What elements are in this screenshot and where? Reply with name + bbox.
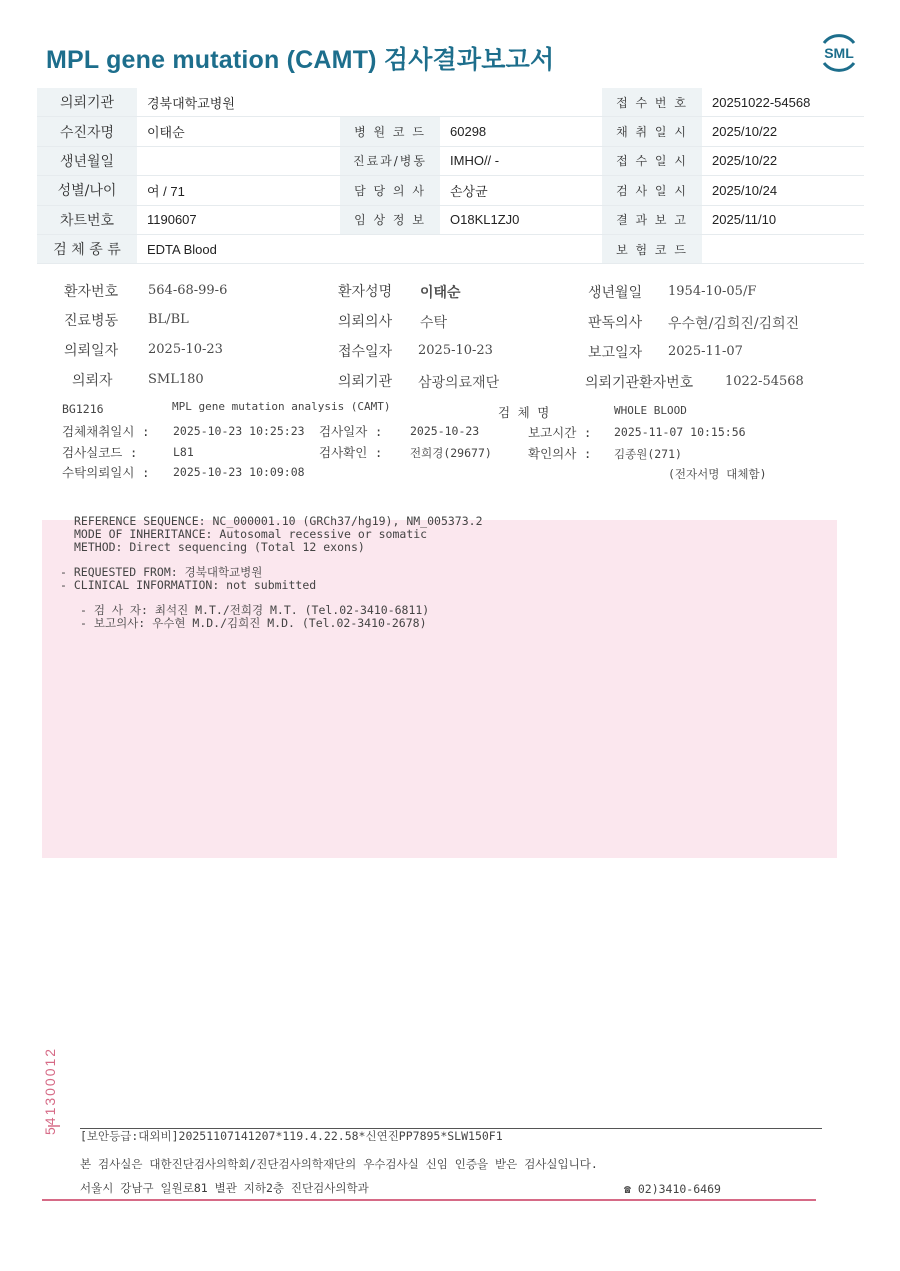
sml-logo	[816, 30, 862, 76]
header-value	[702, 234, 864, 263]
patient-name-label: 환자성명	[338, 284, 393, 300]
lab-code-label: 검사실코드 :	[62, 445, 138, 460]
patient-no: 564-68-99-6	[148, 283, 228, 298]
reader: 우수현/김희진/김희진	[668, 316, 800, 332]
report-date-label: 보고일자	[588, 345, 643, 361]
header-label: 진료과/병동	[340, 146, 440, 175]
requester: SML180	[148, 372, 204, 387]
header-label: 접 수 일 시	[602, 146, 702, 175]
test-confirm: 전희경(29677)	[410, 446, 492, 460]
header-label: 결 과 보 고	[602, 205, 702, 234]
header-row	[37, 176, 864, 205]
report-title: MPL gene mutation (CAMT) 검사결과보고서	[46, 46, 555, 74]
header-label: 채 취 일 시	[602, 117, 702, 146]
req-doctor-label: 의뢰의사	[338, 314, 393, 330]
method-block	[74, 515, 483, 554]
header-label: 의뢰기관	[37, 88, 137, 117]
confirm-doctor: 김종원(271)	[614, 447, 682, 461]
header-value: 2025/10/22	[702, 117, 864, 146]
ward: BL/BL	[148, 312, 189, 327]
footer-bottom-rule	[42, 1199, 816, 1201]
test-name: MPL gene mutation analysis (CAMT)	[172, 400, 391, 413]
requested-from: - REQUESTED FROM: 경북대학교병원	[60, 565, 263, 579]
header-value: EDTA Blood	[137, 234, 340, 263]
header-value: 여 / 71	[137, 176, 340, 205]
header-row	[37, 88, 864, 117]
staff-block	[80, 604, 429, 630]
header-row	[37, 117, 864, 146]
request-block	[60, 566, 316, 592]
collect-dt-label: 검체채취일시 :	[62, 424, 150, 439]
recv-date-label: 접수일자	[338, 344, 393, 360]
header-label	[340, 88, 440, 117]
side-number-text: 541300012	[42, 1046, 58, 1135]
reference-sequence: REFERENCE SEQUENCE: NC_000001.10 (GRCh37/hg19), NM_005373.2	[74, 514, 483, 528]
header-label: 수진자명	[37, 117, 137, 146]
req-inst-label: 의뢰기관	[338, 374, 393, 390]
clinical-information: - CLINICAL INFORMATION: not submitted	[60, 578, 317, 592]
header-value: 1190607	[137, 205, 340, 234]
header-value: IMHO// -	[440, 146, 602, 175]
header-label: 성별/나이	[37, 176, 137, 205]
header-value: 20251022-54568	[702, 88, 864, 117]
requester-label: 의뢰자	[72, 373, 113, 389]
header-label: 생년월일	[37, 146, 137, 175]
header-value	[137, 146, 340, 175]
header-label: 검 체 종 류	[37, 234, 137, 263]
logo-text: SML	[824, 45, 854, 61]
header-label: 담 당 의 사	[340, 176, 440, 205]
header-row	[37, 146, 864, 175]
contract-dt: 2025-10-23 10:09:08	[173, 465, 305, 479]
report-date: 2025-11-07	[668, 344, 743, 359]
inst-pt-no: 1022-54568	[725, 374, 804, 389]
phone: ☎ 02)3410-6469	[624, 1182, 721, 1196]
header-value: 경북대학교병원	[137, 88, 340, 117]
report-time-label: 보고시간 :	[528, 425, 592, 440]
test-code: BG1216	[62, 402, 104, 416]
inst-pt-no-label: 의뢰기관환자번호	[585, 375, 694, 391]
header-row	[37, 234, 864, 263]
req-date-label: 의뢰일자	[64, 343, 119, 359]
test-confirm-label: 검사확인 :	[319, 445, 383, 460]
header-value: 2025/11/10	[702, 205, 864, 234]
header-value: 60298	[440, 117, 602, 146]
certification-line: 본 검사실은 대한진단검사의학회/진단검사의학재단의 우수검사실 신임 인증을 받은 검사실입니다.	[80, 1157, 598, 1171]
req-date: 2025-10-23	[148, 342, 223, 357]
header-value: 2025/10/22	[702, 146, 864, 175]
collect-dt: 2025-10-23 10:25:23	[173, 424, 305, 438]
contract-dt-label: 수탁의뢰일시 :	[62, 465, 150, 480]
reader-label: 판독의사	[588, 315, 643, 331]
header-value: O18KL1ZJ0	[440, 205, 602, 234]
header-row	[37, 205, 864, 234]
address-line: 서울시 강남구 일원로81 별관 지하2층 진단검사의학과	[80, 1181, 369, 1195]
esign-note: (전자서명 대체함)	[668, 467, 767, 481]
patient-no-label: 환자번호	[64, 284, 119, 300]
header-value	[440, 88, 602, 117]
header-label: 병 원 코 드	[340, 117, 440, 146]
side-control-number	[36, 1000, 66, 1138]
header-label: 검 사 일 시	[602, 176, 702, 205]
header-label: 접 수 번 호	[602, 88, 702, 117]
test-date-label: 검사일자 :	[319, 424, 383, 439]
method: METHOD: Direct sequencing (Total 12 exons)	[74, 540, 365, 554]
header-value: 손상균	[440, 176, 602, 205]
ward-label: 진료병동	[64, 313, 119, 329]
header-label: 차트번호	[37, 205, 137, 234]
test-date: 2025-10-23	[410, 424, 480, 438]
header-value: 이태순	[137, 117, 340, 146]
reporter: - 보고의사: 우수현 M.D./김희진 M.D. (Tel.02-3410-2678)	[80, 616, 427, 630]
req-inst: 삼광의료재단	[418, 375, 500, 391]
security-line: [보안등급:대외비]20251107141207*119.4.22.58*신연진PP7895*SLW150F1	[80, 1129, 503, 1143]
examiner: - 검 사 자: 최석진 M.T./전희경 M.T. (Tel.02-3410-6811)	[80, 603, 430, 617]
scanned-report	[0, 262, 900, 1271]
header-info-table	[37, 88, 864, 264]
specimen-label: 검 체 명	[498, 405, 550, 420]
header-value: 2025/10/24	[702, 176, 864, 205]
header-label: 임 상 정 보	[340, 205, 440, 234]
birth: 1954-10-05/F	[668, 284, 757, 299]
patient-name: 이태순	[420, 285, 461, 301]
header-label	[340, 234, 440, 263]
specimen: WHOLE BLOOD	[614, 404, 687, 417]
report-time: 2025-11-07 10:15:56	[614, 425, 746, 439]
header-value	[440, 234, 602, 263]
birth-label: 생년월일	[588, 285, 643, 301]
mode-of-inheritance: MODE OF INHERITANCE: Autosomal recessive or somatic	[74, 527, 428, 541]
recv-date: 2025-10-23	[418, 343, 493, 358]
lab-code: L81	[173, 445, 194, 459]
req-doctor: 수탁	[420, 315, 448, 331]
header-label: 보 험 코 드	[602, 234, 702, 263]
confirm-doctor-label: 확인의사 :	[528, 446, 592, 461]
